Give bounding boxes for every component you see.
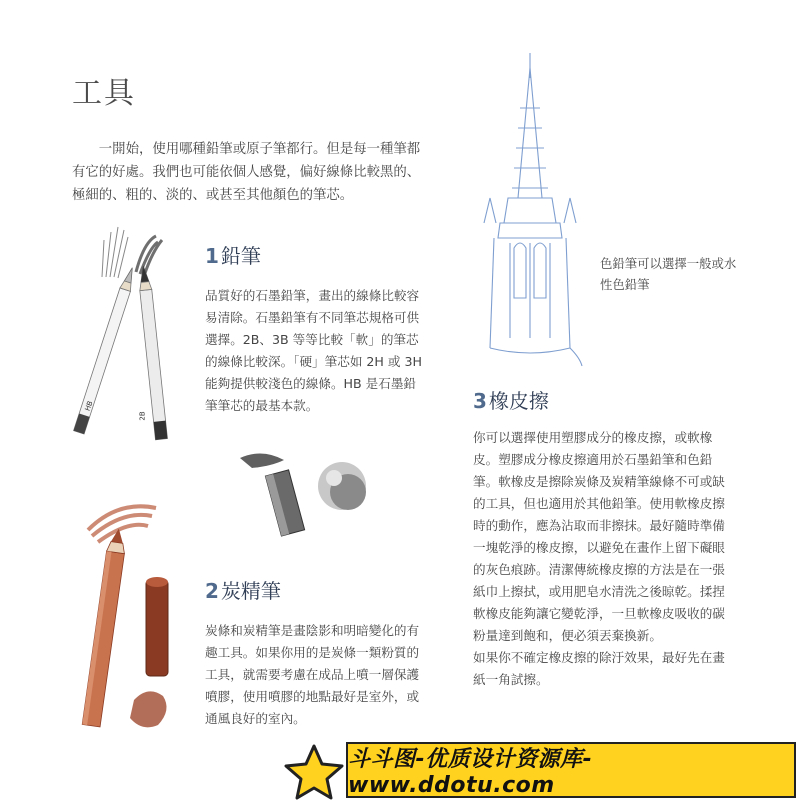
section-1-heading: [205, 240, 261, 269]
tower-sketch-illustration: [470, 48, 590, 368]
section-3-number: 3: [473, 389, 487, 413]
watermark-banner: 斗斗图-优质设计资源库-www.ddotu.com: [346, 742, 796, 798]
section-3-title: 橡皮擦: [488, 389, 549, 413]
section-3-heading: [473, 385, 549, 414]
intro-paragraph: 一開始，使用哪種鉛筆或原子筆都行。但是每一種筆都有它的好處。我們也可能依個人感覺，偏好線條比較黑的、極細的、粗的、淡的、或甚至其他顏色的筆芯。: [72, 142, 421, 203]
section-2-heading: [205, 575, 281, 604]
red-pencil-illustration: [68, 500, 198, 740]
section-1-title: 鉛筆: [220, 244, 261, 268]
section-2-number: 2: [205, 579, 219, 603]
section-2-title: 炭精筆: [220, 579, 281, 603]
section-1-number: 1: [205, 244, 219, 268]
2b-pencil-label: 2B: [138, 411, 147, 421]
section-1-body: 品質好的石墨鉛筆，畫出的線條比較容易清除。石墨鉛筆有不同筆芯規格可供選擇。2B、3B 等等比較「軟」的筆芯的線條比較深。「硬」筆芯如 2H 或 3H 能夠提供較淺色的線條。HB 是石墨鉛筆筆芯的最基本款。: [205, 288, 422, 413]
colored-pencil-caption: 色鉛筆可以選擇一般或水性色鉛筆: [600, 256, 737, 292]
charcoal-illustration: [232, 446, 392, 546]
page-title: 工具: [72, 76, 136, 111]
graphite-pencils-illustration: [66, 222, 196, 452]
section-2-body: 炭條和炭精筆是畫陰影和明暗變化的有趣工具。如果你用的是炭條一類粉質的工具，就需要考慮在成品上噴一層保護噴膠，使用噴膠的地點最好是室外，或通風良好的室內。: [205, 623, 420, 726]
star-icon: [284, 744, 344, 800]
section-3-body: 你可以選擇使用塑膠成分的橡皮擦，或軟橡皮。塑膠成分橡皮擦適用於石墨鉛筆和色鉛筆。軟橡皮是擦除炭條及炭精筆線條不可或缺的工具，但也適用於其他鉛筆。使用軟橡皮擦時的動作，應為沾取而非擦抹。最好隨時準備一塊乾淨的橡皮擦，以避免在畫作上留下礙眼的灰色痕跡。清潔傳統橡皮擦的方法是在一張紙巾上擦拭，或用肥皂水清洗之後晾乾。揉捏軟橡皮能夠讓它變乾淨，一旦軟橡皮吸收的碳粉量達到飽和，便必須丟棄換新。 如果你不確定橡皮擦的除汙效果，最好先在畫紙一角試擦。: [473, 430, 725, 687]
hb-pencil-label: HB: [83, 399, 95, 413]
